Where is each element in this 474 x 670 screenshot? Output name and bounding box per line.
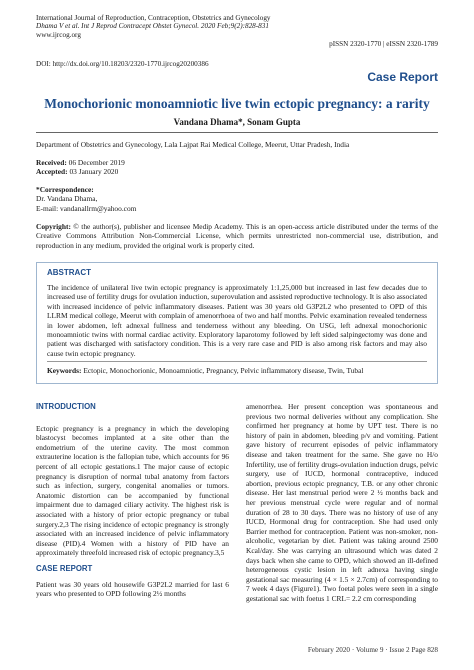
- correspondence-label: *Correspondence:: [36, 185, 94, 194]
- copyright-label: Copyright:: [36, 222, 71, 231]
- body-column-right: [246, 402, 438, 609]
- journal-website-link[interactable]: www.ijrcog.org: [36, 30, 81, 39]
- doi-link[interactable]: DOI: http://dx.doi.org/10.18203/2320-1770.ijrcog20200386: [36, 60, 209, 68]
- article-title: Monochorionic monoamniotic live twin ectopic pregnancy: a rarity: [44, 96, 430, 111]
- keywords-text: Ectopic, Monochorionic, Monoamniotic, Pregnancy, Pelvic inflammatory disease, Twin, Tubal: [81, 366, 364, 375]
- keywords-block: [47, 366, 427, 375]
- case-report-paragraph: Patient was 30 years old housewife G3P2L2 married for last 6 years who presented to OPD following 2½ months: [36, 579, 229, 599]
- dates-block: [36, 158, 125, 177]
- article-authors: Vandana Dhama*, Sonam Gupta: [173, 117, 301, 127]
- accepted-label: Accepted:: [36, 167, 68, 177]
- keywords-divider: [47, 361, 427, 362]
- correspondence-name: Dr. Vandana Dhama,: [36, 194, 98, 204]
- affiliation: Department of Obstetrics and Gynecology, Lala Lajpat Rai Medical College, Meerut, Uttar Pradesh, India: [36, 140, 350, 149]
- introduction-heading: INTRODUCTION: [36, 402, 96, 411]
- case-report-heading: CASE REPORT: [36, 563, 93, 573]
- issn-label: pISSN 2320-1770 | eISSN 2320-1789: [329, 40, 438, 48]
- section-tag: Case Report: [367, 70, 438, 84]
- copyright-text: © the author(s), publisher and licensee Medip Academy. This is an open-access article distributed under the terms of the Creative Commons Attribution Non-Commercial License, which permits unrestricted non-commercial use, distribution, and reproduction in any medium, provided the original work is properly cited.: [36, 222, 438, 250]
- received-date: 06 December 2019: [66, 158, 125, 167]
- abstract-box: [36, 262, 438, 384]
- journal-header: [36, 14, 271, 39]
- keywords-label: Keywords:: [47, 366, 82, 375]
- received-label: Received:: [36, 158, 67, 167]
- copyright-block: [36, 222, 438, 250]
- abstract-text: The incidence of unilateral live twin ectopic pregnancy is approximately 1:1,25,000 but increased in last few decades due to increased use of fertility drugs for ovulation induction, superovulation and assisted reproductive technology. It is also associated with increased incidence of pelvic inflammatory diseases. Patient was 30 years old G3P2L2 who presented to OPD of this LLRM medical college, Meerut with complain of amenorrhoea of two and half months. Pelvic examination revealed tenderness in lower abdomen, left adnexal fullness and tenderness without any bleeding. On USG, left adnexal monochorionic monoamniotic twins with normal cardiac activity. Exploratory laparotomy followed by left sided salpingectomy was done and patient was discharged with satisfactory condition. This is a very rare case and PID is also among risk factors and may also cause twin ectopic pregnancy.: [47, 283, 427, 358]
- body-column-left: [36, 402, 229, 605]
- journal-title: International Journal of Reproduction, Contraception, Obstetrics and Gynecology: [36, 14, 271, 22]
- abstract-heading: ABSTRACT: [47, 268, 91, 277]
- journal-citation: Dhama V et al. Int J Reprod Contracept Obstet Gynecol. 2020 Feb;9(2):828-831: [36, 22, 269, 31]
- header-divider: [36, 132, 438, 133]
- accepted-date: 03 January 2020: [67, 167, 119, 177]
- page-footer: February 2020 · Volume 9 · Issue 2 Page 828: [307, 646, 438, 654]
- correspondence-email[interactable]: E-mail: vandanallrm@yahoo.com: [36, 203, 137, 213]
- case-report-continued-paragraph: amenorrhea. Her present conception was spontaneous and previous two normal deliveries without any complication. She confirmed her pregnancy at home by UPT test. There is no history of pain in abdomen, bleeding p/v and vomiting. Patient gave history of recurrent episodes of pelvic inflammatory disease and taken treatment for the same. She gave no H/o Infertility, use of fertility drugs-ovulation induction drugs, pelvic surgery, use of IUCD, hormonal contraceptive, induced abortion, previous ectopic pregnancy, T.B. or any other chronic disease. Her last menstrual period were 2 ½ months back and her previous menstrual cycle were regular and of normal duration of 28 to 30 days. There was no history of use of any IUCD, Hormonal drug for contraception. She had used only Barrier method for contraception. Patient was non-smoker, non-alcoholic, vegetarian by diet. Patient was taking around 2500 Kcal/day. She was carrying an ultrasound which was dated 2 days back when she came to OPD, which showed an ill-defined heterogeneous cystic lesion in left adnexa having single gestational sac measuring (4 × 1.5 × 2.7cm) of corresponding to 7 week 4 days (Figure1). Two foetal poles were seen in a single gestational sac with foetus 1 CRL= 2.2 cm corresponding: [246, 402, 438, 603]
- introduction-paragraph: Ectopic pregnancy is a pregnancy in which the developing blastocyst becomes implanted at a site other than the endometrium of the uterine cavity. The most common extrauterine location is the fallopian tube, which accounts for 96 percent of all ectopic gestations.1 The major cause of ectopic pregnancy is disruption of normal tubal anatomy from factors such as infection, surgery, congenital anomalies or tumors. Anatomic distortion can be accompanied by functional impairment due to damaged ciliary activity. The highest risk is associated with a history of prior ectopic pregnancy or tubal surgery.2,3 The rising incidence of ectopic pregnancy is strongly associated with an increased incidence of pelvic inflammatory disease (PID).4 Women with a history of PID have an approximately threefold increased risk of ectopic pregnancy.3,5: [36, 423, 229, 558]
- correspondence-block: [36, 185, 136, 213]
